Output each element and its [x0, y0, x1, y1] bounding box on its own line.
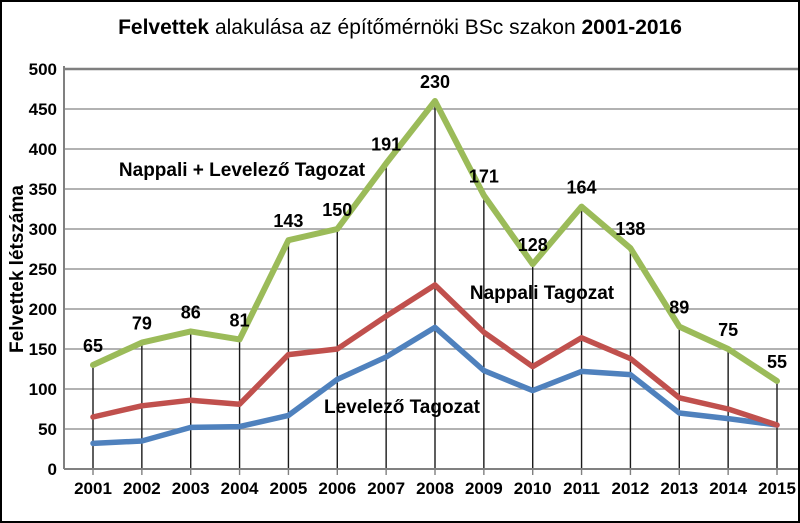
data-label: 143 [273, 211, 304, 232]
y-tick-label: 450 [28, 100, 57, 119]
x-tick-label: 2011 [563, 479, 601, 498]
data-label: 138 [615, 219, 646, 240]
y-tick-label: 50 [38, 420, 57, 439]
x-tick-label: 2010 [513, 479, 552, 498]
data-label: 171 [468, 166, 499, 187]
y-tick-label: 350 [28, 180, 57, 199]
x-tick-label: 2012 [611, 479, 650, 498]
series-label-nappali-plus-levelezo: Nappali + Levelező Tagozat [118, 160, 366, 181]
data-label: 81 [229, 310, 250, 331]
line-chart [2, 2, 800, 523]
y-tick-label: 100 [28, 380, 57, 399]
x-tick-label: 2007 [367, 479, 406, 498]
data-label: 79 [131, 313, 152, 334]
x-tick-label: 2001 [74, 479, 112, 498]
x-tick-label: 2015 [758, 479, 796, 498]
data-label: 191 [371, 134, 402, 155]
x-tick-label: 2014 [709, 479, 748, 498]
chart-title-middle: alakulása az építőmérnöki BSc szakon [209, 16, 582, 39]
x-tick-label: 2006 [318, 479, 357, 498]
data-label: 65 [82, 336, 104, 356]
data-label: 164 [566, 177, 597, 198]
x-tick-label: 2004 [220, 479, 259, 498]
data-label: 150 [322, 200, 353, 220]
x-tick-label: 2005 [269, 479, 308, 498]
data-label: 75 [718, 320, 739, 340]
data-label: 86 [180, 302, 201, 323]
chart-title-prefix: Felvettek [118, 16, 210, 39]
y-axis-title: Felvettek létszáma [7, 185, 28, 353]
chart-title-years: 2001-2016 [581, 16, 682, 39]
x-tick-label: 2009 [464, 479, 503, 498]
y-tick-label: 250 [28, 260, 57, 279]
y-tick-label: 300 [28, 220, 57, 239]
data-label: 89 [669, 297, 690, 318]
data-label: 128 [517, 235, 548, 256]
series-label-nappali: Nappali Tagozat [469, 283, 615, 304]
y-tick-label: 400 [28, 140, 57, 159]
x-tick-label: 2003 [171, 479, 210, 498]
x-tick-label: 2013 [660, 479, 699, 498]
x-tick-label: 2008 [416, 479, 454, 498]
y-tick-label: 150 [28, 340, 57, 359]
y-tick-label: 200 [28, 300, 57, 319]
data-label: 55 [766, 352, 788, 372]
data-label: 230 [419, 72, 451, 92]
series-label-levelezo: Levelező Tagozat [324, 397, 480, 418]
x-tick-label: 2002 [122, 479, 161, 498]
y-tick-label: 500 [28, 60, 57, 79]
y-tick-label: 0 [47, 460, 57, 479]
